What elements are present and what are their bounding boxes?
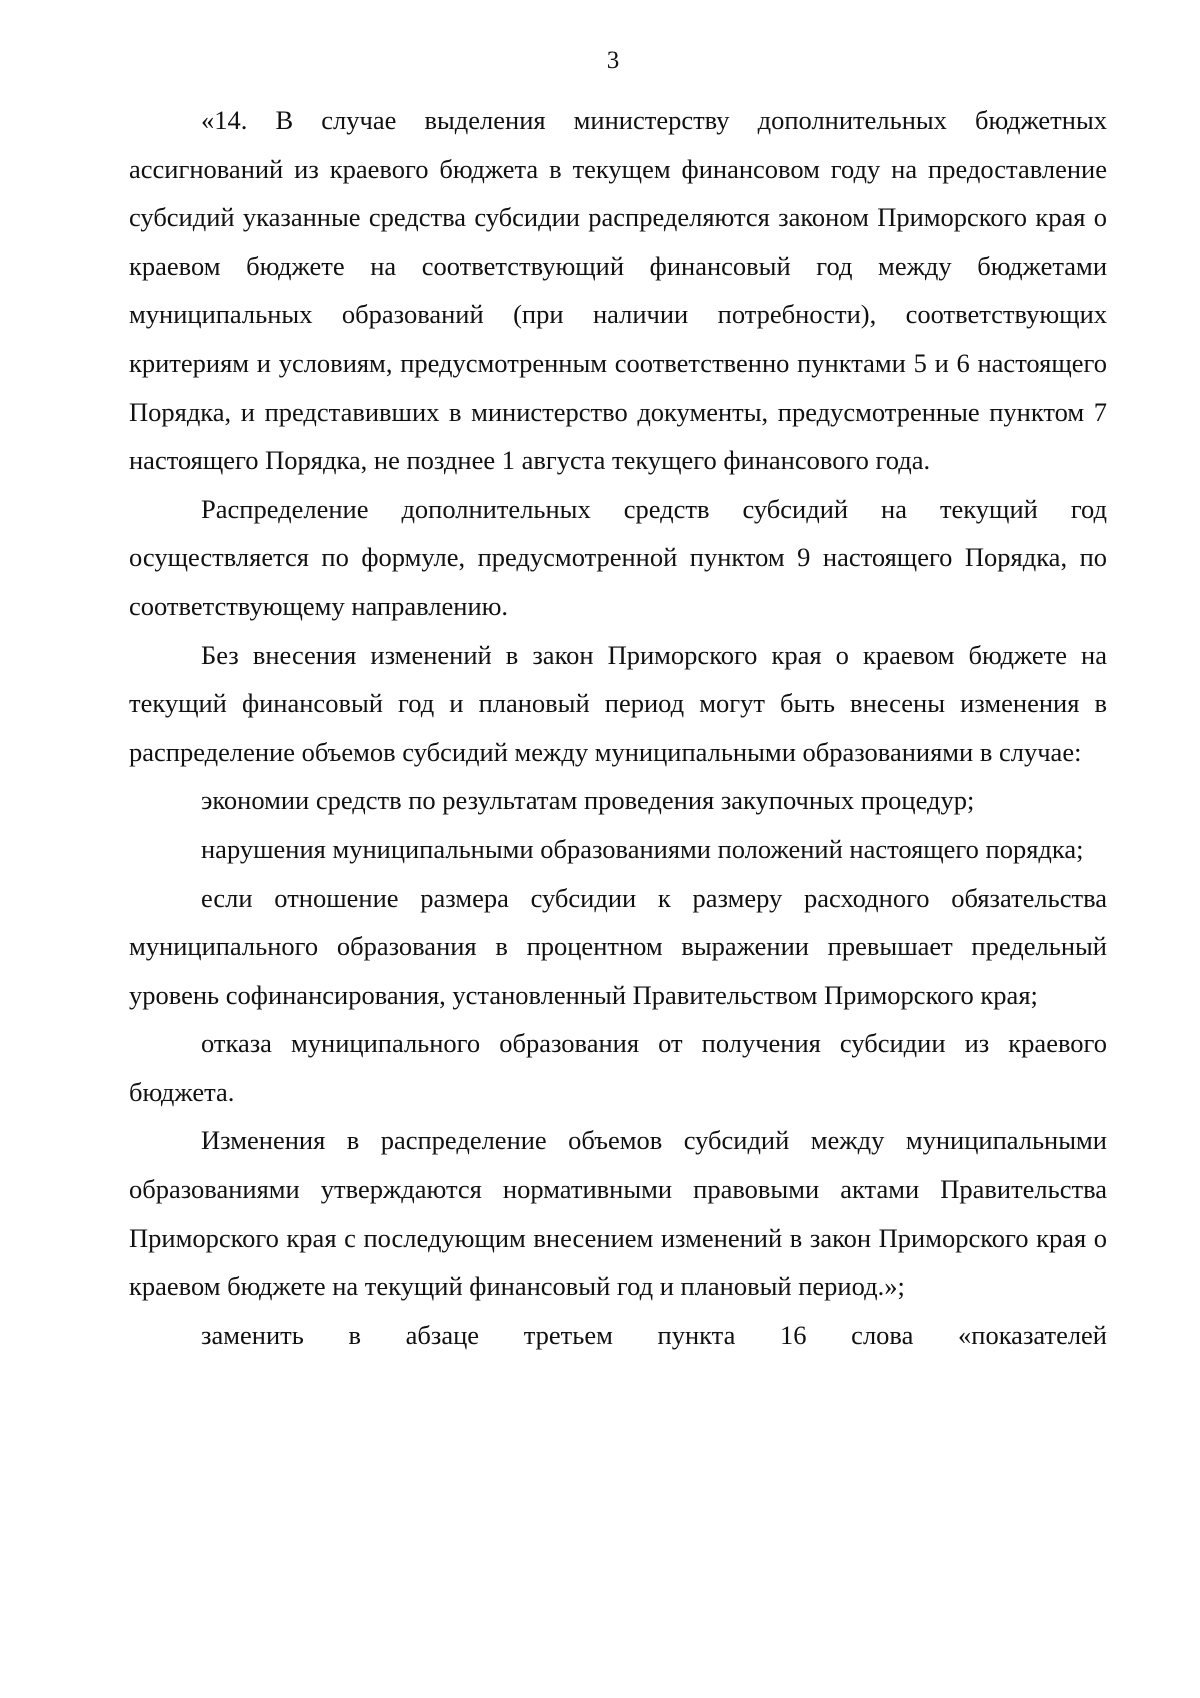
paragraph-5: заменить в абзаце третьем пункта 16 слова «показателей bbox=[201, 1319, 1107, 1350]
list-item-refusal: отказа муниципального образования от получения субсидии из краевого бюджета. bbox=[129, 1028, 1107, 1107]
paragraph-1: «14. В случае выделения министерству дополнительных бюджетных ассигнований из краевого бюджета в текущем финансовом году на предоставление субсидий указанные средства субсидии распределяются законом Приморского края о краевом бюджете на соответствующий финансовый год между бюджетами муниципальных образований (при наличии потребности), соответствующих критериям и условиям, предусмотренным соответственно пунктами 5 и 6 настоящего Порядка, и представивших в министерство документы, предусмотренные пунктом 7 настоящего Порядка, не позднее 1 августа текущего финансового года. bbox=[129, 105, 1107, 476]
list-item-cofinancing: если отношение размера субсидии к размеру расходного обязательства муниципального образования в процентном выражении превышает предельный уровень софинансирования, установленный Правительством Приморского края; bbox=[129, 882, 1107, 1010]
document-body bbox=[129, 96, 1107, 1359]
list-item-violation: нарушения муниципальными образованиями положений настоящего порядка; bbox=[201, 833, 1084, 864]
paragraph-4: Изменения в распределение объемов субсидий между муниципальными образованиями утверждаются нормативными правовыми актами Правительства Приморского края с последующим внесением изменений в закон Приморского края о краевом бюджете на текущий финансовый год и плановый период.»; bbox=[129, 1125, 1107, 1302]
page-number: 3 bbox=[606, 47, 620, 74]
paragraph-2: Распределение дополнительных средств субсидий на текущий год осуществляется по формуле, предусмотренной пунктом 9 настоящего Порядка, по соответствующему направлению. bbox=[129, 493, 1107, 621]
paragraph-3: Без внесения изменений в закон Приморского края о краевом бюджете на текущий финансовый год и плановый период могут быть внесены изменения в распределение объемов субсидий между муниципальными образованиями в случае: bbox=[129, 639, 1107, 767]
list-item-economy: экономии средств по результатам проведения закупочных процедур; bbox=[201, 785, 975, 816]
